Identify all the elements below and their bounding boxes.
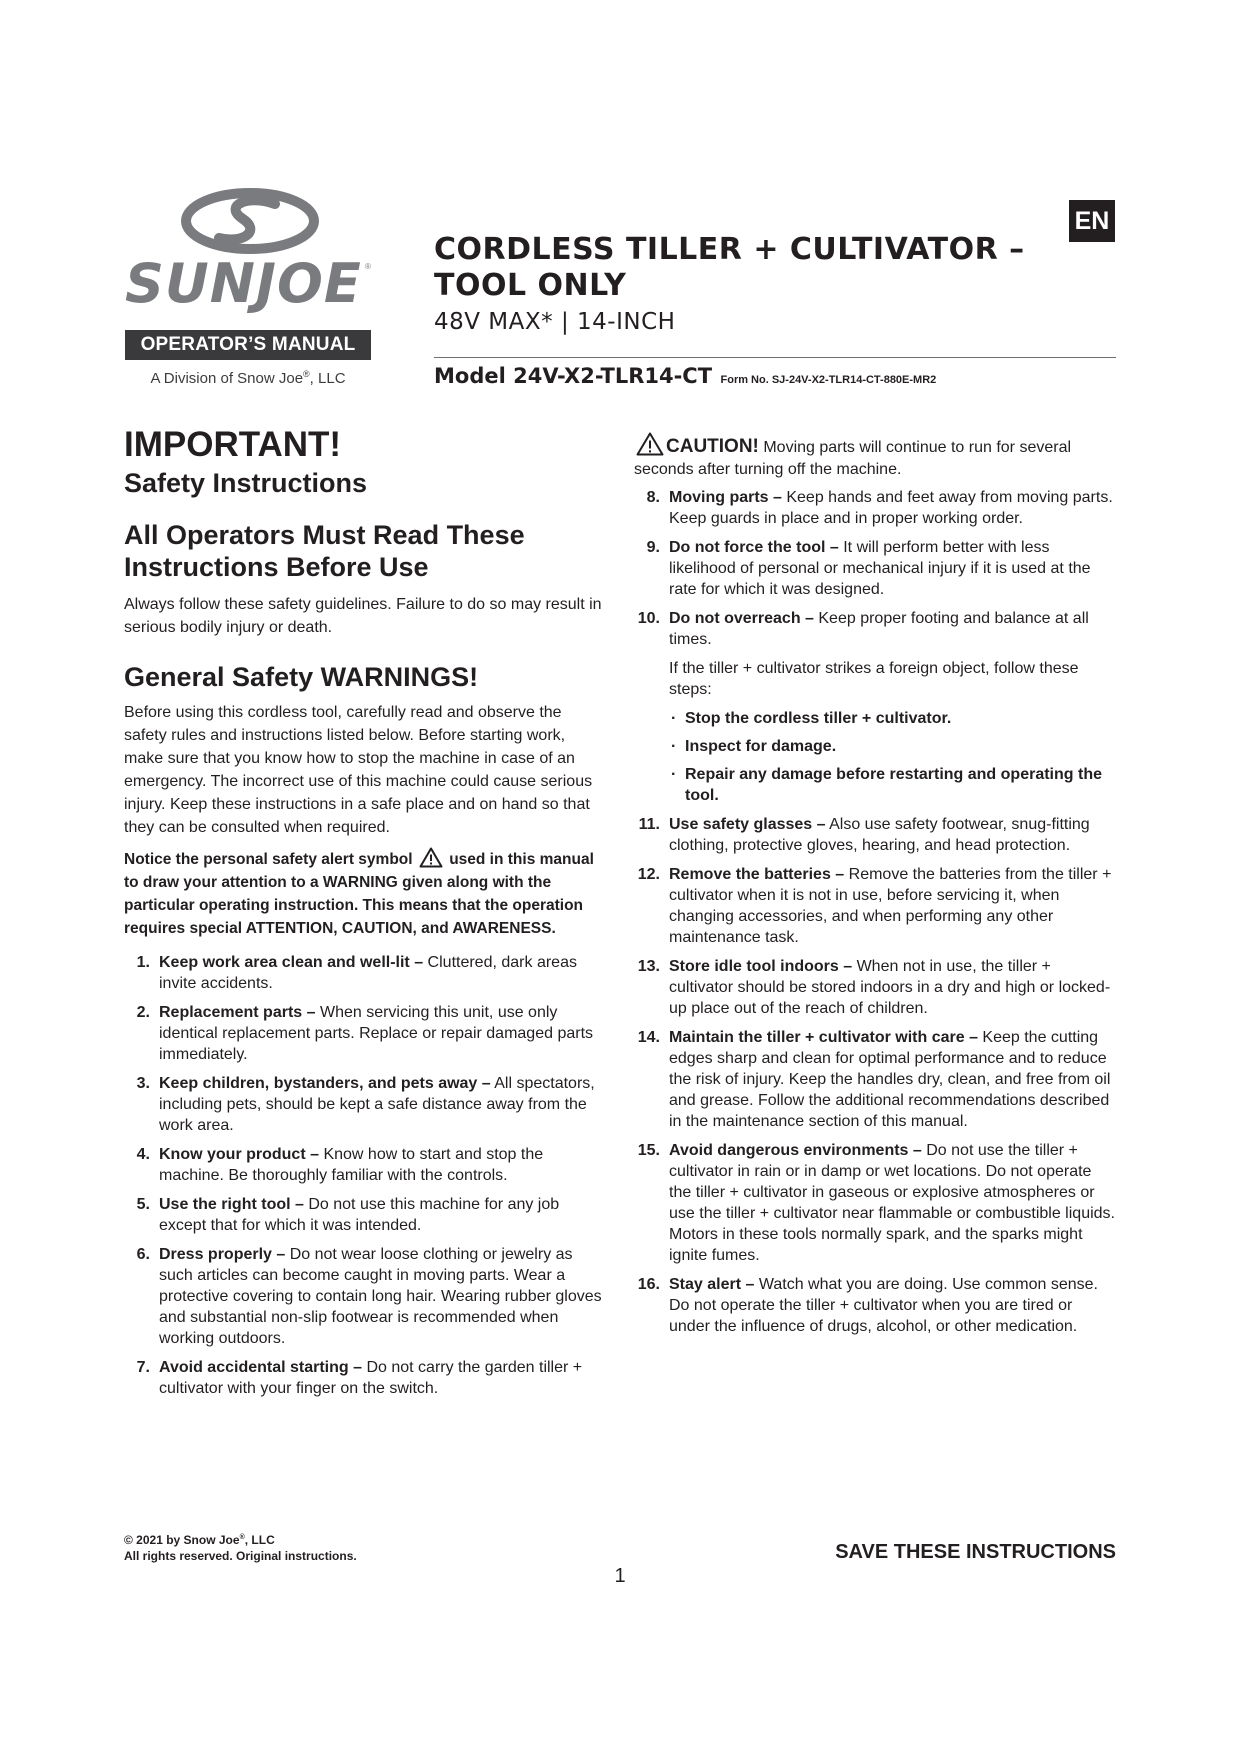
model-line [434, 364, 936, 388]
right-rules-list-a [634, 487, 1116, 650]
division-line [125, 369, 371, 387]
rule-title: Moving parts – [669, 489, 782, 506]
rule-item [634, 956, 1116, 1019]
copyright-prefix: © 2021 by Snow Joe [124, 1533, 240, 1547]
page-subtitle: 48V MAX* | 14-INCH [434, 309, 676, 335]
rule-number: 7. [136, 1359, 150, 1376]
rule-number: 10. [637, 610, 660, 627]
rule-item [124, 1073, 608, 1136]
safety-instructions-heading: Safety Instructions [124, 468, 368, 498]
rule-number: 1. [136, 954, 150, 971]
rule-text: Keep proper footing and balance at all times. [669, 610, 1089, 648]
rule-text: Cluttered, dark areas invite accidents. [159, 954, 577, 992]
header-divider [434, 357, 1116, 358]
save-instructions-label: SAVE THESE INSTRUCTIONS [835, 1541, 1116, 1563]
rule-number: 3. [136, 1075, 150, 1092]
copyright-notice [124, 1530, 357, 1564]
step-item [669, 764, 1116, 806]
language-badge: EN [1069, 200, 1115, 242]
bullet-dot-icon: · [671, 766, 677, 783]
rule-number: 13. [637, 958, 660, 975]
rule-text: Do not use this machine for any job except that for which it was intended. [159, 1196, 560, 1234]
intro-paragraph: Always follow these safety guidelines. Failure to do so may result in serious bodily injury or death. [124, 596, 602, 636]
model-number: Model 24V-X2-TLR14-CT [434, 364, 713, 388]
rule-title: Know your product – [159, 1146, 319, 1163]
rule-item [634, 814, 1116, 856]
rule-title: Avoid dangerous environments – [669, 1142, 922, 1159]
caution-note [634, 432, 1116, 481]
rule-number: 5. [136, 1196, 150, 1213]
rule-number: 15. [637, 1142, 660, 1159]
rule-text: Do not carry the garden tiller + cultivator with your finger on the switch. [159, 1359, 583, 1397]
rule-text: Keep hands and feet away from moving parts. Keep guards in place and in proper working order. [669, 489, 1113, 527]
brand-registered-mark: ® [365, 262, 371, 271]
title-line-1: CORDLESS TILLER + CULTIVATOR – [434, 232, 1025, 267]
rule-item [124, 1002, 608, 1065]
rule-title: Maintain the tiller + cultivator with care – [669, 1029, 978, 1046]
rule-title: Store idle tool indoors – [669, 958, 853, 975]
rule-text: Do not wear loose clothing or jewelry as such articles can become caught in moving parts. Wear a protective covering to contain long hair. Wearing rubber gloves and substantial non-slip footwear is recommended when working outdoors. [159, 1246, 602, 1347]
rule-item [634, 1274, 1116, 1337]
rule-number: 2. [136, 1004, 150, 1021]
rule-item [124, 952, 608, 994]
rule-title: Keep children, bystanders, and pets away – [159, 1075, 491, 1092]
copyright-reg-mark: ® [239, 1534, 245, 1541]
manual-label-badge: OPERATOR’S MANUAL [125, 330, 371, 360]
bullet-dot-icon: · [671, 738, 677, 755]
general-warnings-body: Before using this cordless tool, carefully read and observe the safety rules and instructions listed below. Before starting work, make sure that you know how to stop the machine in case of an emergency. The incorrect use of this machine could cause serious injury. Keep these instructions in a safe place and on hand so that they can be consulted when required. [124, 704, 593, 836]
caution-label: CAUTION! [666, 436, 759, 457]
warning-triangle-icon [419, 847, 443, 868]
rule-text: It will perform better with less likelihood of personal or mechanical injury if it is used at the rate for which it was designed. [669, 539, 1091, 598]
rights-line: All rights reserved. Original instructions. [124, 1549, 357, 1563]
title-line-2: TOOL ONLY [434, 268, 627, 303]
rule-number: 12. [637, 866, 660, 883]
rule-text: All spectators, including pets, should be kept a safe distance away from the work area. [159, 1075, 595, 1134]
step-text: Stop the cordless tiller + cultivator. [685, 710, 952, 727]
caution-text: Moving parts will continue to run for several seconds after turning off the machine. [634, 439, 1072, 478]
page-number: 1 [614, 1565, 626, 1587]
safety-alert-notice [124, 847, 608, 940]
rule-item [634, 864, 1116, 948]
rule-title: Dress properly – [159, 1246, 286, 1263]
right-rules-list-b [634, 814, 1116, 1337]
step-item [669, 708, 1116, 729]
must-read-heading [124, 519, 608, 583]
rule-text: Watch what you are doing. Use common sense. Do not operate the tiller + cultivator when you are tired or under the influence of drugs, alcohol, or other medication. [669, 1276, 1098, 1335]
bullet-dot-icon: · [671, 710, 677, 727]
copyright-line [124, 1530, 357, 1548]
rule-item [124, 1357, 608, 1399]
rule-number: 11. [638, 816, 660, 833]
rule-title: Avoid accidental starting – [159, 1359, 363, 1376]
rule-item [124, 1144, 608, 1186]
rule-text: Also use safety footwear, snug-fitting clothing, protective gloves, hearing, and head protection. [669, 816, 1090, 854]
rule-number: 9. [646, 539, 660, 556]
general-warnings-heading: General Safety WARNINGS! [124, 662, 479, 692]
rule-title: Use the right tool – [159, 1196, 304, 1213]
rule-text: When not in use, the tiller + cultivator should be stored indoors in a dry and high or locked-up place out of the reach of children. [669, 958, 1111, 1017]
must-read-line-2: Instructions Before Use [124, 552, 429, 582]
left-rules-list [124, 952, 608, 1399]
rule-item [124, 1194, 608, 1236]
rule-title: Remove the batteries – [669, 866, 845, 883]
division-suffix: , LLC [309, 370, 346, 387]
notice-text-after: used in this manual to draw your attention to a WARNING given along with the particular operating instruction. This means that the operation requires special ATTENTION, CAUTION, and AWARENESS. [124, 851, 594, 937]
rule-text: Remove the batteries from the tiller + cultivator when it is not in use, before servicing it, when changing accessories, and when performing any other maintenance task. [669, 866, 1112, 946]
rule-text: Keep the cutting edges sharp and clean for optimal performance and to reduce the risk of injury. Keep the handles dry, clean, and free from oil and grease. Follow the additional recommendations described in the maintenance section of this manual. [669, 1029, 1111, 1130]
rule-item [124, 1244, 608, 1349]
copyright-suffix: , LLC [244, 1533, 275, 1547]
rule-number: 6. [136, 1246, 150, 1263]
page-title [434, 232, 1025, 304]
rule-title: Do not overreach – [669, 610, 814, 627]
step-item [669, 736, 1116, 757]
form-number: Form No. SJ-24V-X2-TLR14-CT-880E-MR2 [720, 374, 937, 386]
rule-title: Replacement parts – [159, 1004, 316, 1021]
sunjoe-swoosh-icon [125, 186, 375, 256]
rule-title: Stay alert – [669, 1276, 755, 1293]
rule-text: Do not use the tiller + cultivator in rain or in damp or wet locations. Do not operate the tiller + cultivator in gaseous or explosive atmospheres or use the tiller + cultivator near flammable or combustible liquids. Motors in these tools normally spark, and the sparks might ignite fumes. [669, 1142, 1115, 1264]
rule-number: 16. [637, 1276, 660, 1293]
rule-number: 14. [637, 1029, 660, 1046]
rule-item [634, 608, 1116, 650]
foreign-object-steps [669, 708, 1116, 806]
step-text: Repair any damage before restarting and operating the tool. [685, 766, 1102, 804]
must-read-line-1: All Operators Must Read These [124, 520, 525, 550]
rule-number: 8. [646, 489, 660, 506]
brand-logo [125, 186, 375, 315]
foreign-object-intro: If the tiller + cultivator strikes a foreign object, follow these steps: [669, 660, 1079, 698]
important-heading: IMPORTANT! [124, 425, 342, 464]
rule-item [634, 1027, 1116, 1132]
rule-number: 4. [136, 1146, 150, 1163]
rule-text: When servicing this unit, use only identical replacement parts. Replace or repair damaged parts immediately. [159, 1004, 594, 1063]
brand-name: SUNJOE [125, 252, 362, 315]
division-prefix: A Division of Snow Joe [150, 370, 304, 387]
notice-text-before: Notice the personal safety alert symbol [124, 851, 413, 868]
rule-item [634, 537, 1116, 600]
right-column [634, 432, 1116, 1345]
division-reg-mark: ® [303, 369, 310, 379]
rule-item [634, 1140, 1116, 1266]
rule-title: Do not force the tool – [669, 539, 839, 556]
step-text: Inspect for damage. [685, 738, 837, 755]
left-column [124, 425, 608, 1407]
rule-title: Use safety glasses – [669, 816, 826, 833]
warning-triangle-icon [636, 432, 664, 456]
rule-text: Know how to start and stop the machine. Be thoroughly familiar with the controls. [159, 1146, 544, 1184]
rule-item [634, 487, 1116, 529]
rule-title: Keep work area clean and well-lit – [159, 954, 424, 971]
